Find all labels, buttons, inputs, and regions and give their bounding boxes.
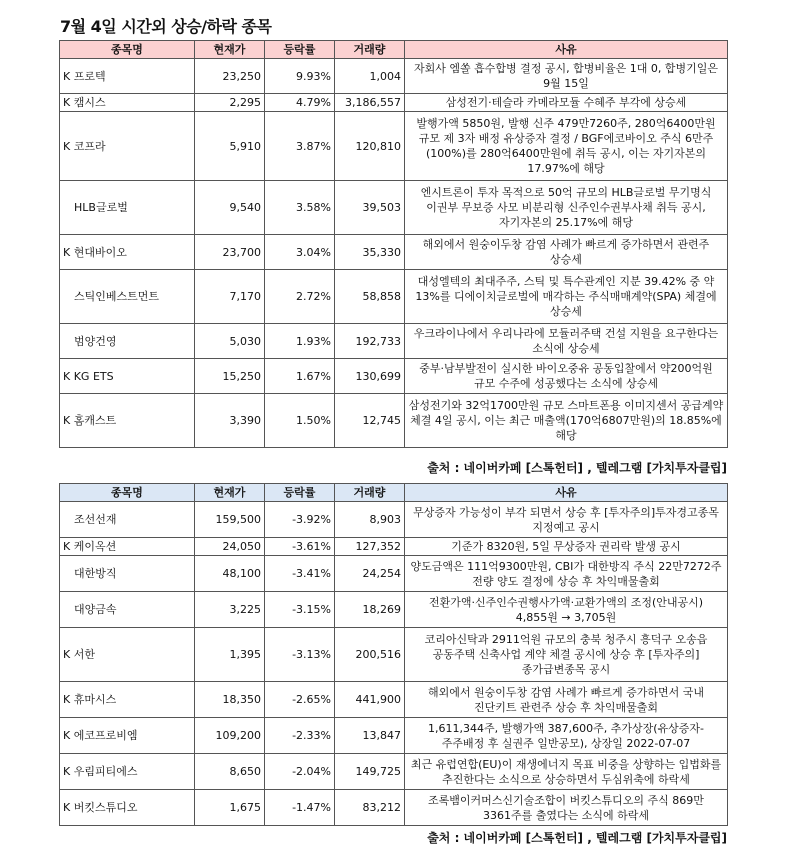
reason-text: 해외에서 원숭이두창 감염 사례가 빠르게 증가하면서 관련주 상승세 [405, 235, 728, 270]
current-price: 3,225 [195, 592, 265, 628]
table-row [60, 754, 728, 790]
reason-text: 엔시트론이 투자 목적으로 50억 규모의 HLB글로벌 무기명식 이권부 무보증 사모 비분리형 신주인수권부사채 취득 공시, 자기자본의 25.17%에 해당 [405, 181, 728, 235]
table-row [60, 59, 728, 94]
trade-volume: 83,212 [335, 790, 405, 826]
current-price: 1,675 [195, 790, 265, 826]
rising-table-body [60, 59, 728, 448]
table-row [60, 270, 728, 324]
table-header-row [60, 484, 728, 502]
trade-volume: 200,516 [335, 628, 405, 682]
reason-text: 우크라이나에서 우리나라에 모듈러주택 건설 지원을 요구한다는 소식에 상승세 [405, 324, 728, 359]
reason-text: 발행가액 5850원, 발행 신주 479만7260주, 280억6400만원 규모 제 3자 배정 유상증자 결정 / BGF에코바이오 주식 6만주(100%)를 280억6400만원에 취득 공시, 이는 자기자본의 17.97%에 해당 [405, 112, 728, 181]
stock-name: K 우림피티에스 [60, 754, 195, 790]
stock-name: K 에코프로비엠 [60, 718, 195, 754]
change-rate: -2.04% [265, 754, 335, 790]
header-price: 현재가 [195, 484, 265, 502]
trade-volume: 8,903 [335, 502, 405, 538]
reason-text: 삼성전기·테슬라 카메라모듈 수혜주 부각에 상승세 [405, 94, 728, 112]
stock-name: K 버킷스튜디오 [60, 790, 195, 826]
stock-name: K 캠시스 [60, 94, 195, 112]
header-volume: 거래량 [335, 484, 405, 502]
current-price: 109,200 [195, 718, 265, 754]
reason-text: 1,611,344주, 발행가액 387,600주, 추가상장(유상증자-주주배정 후 실권주 일반공모), 상장일 2022-07-07 [405, 718, 728, 754]
trade-volume: 192,733 [335, 324, 405, 359]
change-rate: -3.92% [265, 502, 335, 538]
table-row [60, 94, 728, 112]
current-price: 48,100 [195, 556, 265, 592]
header-rate: 등락률 [265, 41, 335, 59]
current-price: 7,170 [195, 270, 265, 324]
trade-volume: 3,186,557 [335, 94, 405, 112]
reason-text: 대성엘텍의 최대주주, 스틱 및 특수관계인 지분 39.42% 중 약 13%를 디에이치글로벌에 매각하는 주식매매계약(SPA) 체결에 상승세 [405, 270, 728, 324]
current-price: 1,395 [195, 628, 265, 682]
table-row [60, 538, 728, 556]
trade-volume: 39,503 [335, 181, 405, 235]
source-credit: 출처 : 네이버카페 [스톡헌터] , 텔레그램 [가치투자클립] [427, 831, 727, 845]
page-title: 7월 4일 시간외 상승/하락 종목 [60, 17, 272, 36]
trade-volume: 13,847 [335, 718, 405, 754]
trade-volume: 58,858 [335, 270, 405, 324]
header-volume: 거래량 [335, 41, 405, 59]
table-row [60, 790, 728, 826]
table-row [60, 181, 728, 235]
header-reason: 사유 [405, 484, 728, 502]
trade-volume: 35,330 [335, 235, 405, 270]
header-reason: 사유 [405, 41, 728, 59]
current-price: 8,650 [195, 754, 265, 790]
table-row [60, 682, 728, 718]
source-credit: 출처 : 네이버카페 [스톡헌터] , 텔레그램 [가치투자클립] [427, 461, 727, 475]
stock-name: HLB글로벌 [60, 181, 195, 235]
table-row [60, 112, 728, 181]
change-rate: -2.65% [265, 682, 335, 718]
trade-volume: 127,352 [335, 538, 405, 556]
stock-name: 대한방직 [60, 556, 195, 592]
reason-text: 기준가 8320원, 5일 무상증자 권리락 발생 공시 [405, 538, 728, 556]
table-row [60, 359, 728, 394]
trade-volume: 1,004 [335, 59, 405, 94]
table-row [60, 235, 728, 270]
reason-text: 자회사 엠쏠 흡수합병 결정 공시, 합병비율은 1대 0, 합병기일은 9월 15일 [405, 59, 728, 94]
stock-name: 스틱인베스트먼트 [60, 270, 195, 324]
reason-text: 코리아신탁과 2911억원 규모의 충북 청주시 흥덕구 오송읍 공동주택 신축사업 계약 체결 공시에 상승 후 [투자주의]종가급변종목 공시 [405, 628, 728, 682]
stock-name: K 홈캐스트 [60, 394, 195, 448]
trade-volume: 18,269 [335, 592, 405, 628]
header-price: 현재가 [195, 41, 265, 59]
header-name: 종목명 [60, 41, 195, 59]
change-rate: -3.61% [265, 538, 335, 556]
stock-name: K 케이옥션 [60, 538, 195, 556]
rising-stocks-table [59, 40, 728, 448]
table-row [60, 502, 728, 538]
current-price: 5,910 [195, 112, 265, 181]
reason-text: 최근 유럽연합(EU)이 재생에너지 목표 비중을 상향하는 입법화를 추진한다는 소식으로 상승하면서 두심위축에 하락세 [405, 754, 728, 790]
change-rate: 1.50% [265, 394, 335, 448]
reason-text: 조록뱀이커머스신기술조합이 버킷스튜디오의 주식 869만 3361주를 출였다는 소식에 하락세 [405, 790, 728, 826]
falling-table-body [60, 502, 728, 826]
current-price: 9,540 [195, 181, 265, 235]
change-rate: 1.67% [265, 359, 335, 394]
current-price: 159,500 [195, 502, 265, 538]
stock-name: K 휴마시스 [60, 682, 195, 718]
change-rate: -2.33% [265, 718, 335, 754]
current-price: 15,250 [195, 359, 265, 394]
change-rate: 3.58% [265, 181, 335, 235]
current-price: 23,250 [195, 59, 265, 94]
stock-name: K 프로텍 [60, 59, 195, 94]
current-price: 3,390 [195, 394, 265, 448]
stock-name: K 코프라 [60, 112, 195, 181]
stock-name: K KG ETS [60, 359, 195, 394]
reason-text: 양도금액은 111억9300만원, CBI가 대한방직 주식 22만7272주 전량 양도 결정에 상승 후 차익매물출회 [405, 556, 728, 592]
table-row [60, 592, 728, 628]
current-price: 2,295 [195, 94, 265, 112]
table-row [60, 394, 728, 448]
trade-volume: 441,900 [335, 682, 405, 718]
header-name: 종목명 [60, 484, 195, 502]
stock-name: 조선선재 [60, 502, 195, 538]
change-rate: -3.41% [265, 556, 335, 592]
change-rate: -3.15% [265, 592, 335, 628]
current-price: 23,700 [195, 235, 265, 270]
trade-volume: 149,725 [335, 754, 405, 790]
change-rate: -1.47% [265, 790, 335, 826]
trade-volume: 120,810 [335, 112, 405, 181]
reason-text: 중부·남부발전이 실시한 바이오중유 공동입찰에서 약200억원 규모 수주에 성공했다는 소식에 상승세 [405, 359, 728, 394]
change-rate: 3.04% [265, 235, 335, 270]
reason-text: 무상증자 가능성이 부각 되면서 상승 후 [투자주의]투자경고종목 지정예고 공시 [405, 502, 728, 538]
change-rate: 4.79% [265, 94, 335, 112]
table-row [60, 324, 728, 359]
stock-name: 범양건영 [60, 324, 195, 359]
table-row [60, 628, 728, 682]
stock-name: 대양금속 [60, 592, 195, 628]
table-row [60, 556, 728, 592]
stock-name: K 서한 [60, 628, 195, 682]
current-price: 24,050 [195, 538, 265, 556]
stock-name: K 현대바이오 [60, 235, 195, 270]
header-rate: 등락률 [265, 484, 335, 502]
current-price: 18,350 [195, 682, 265, 718]
table-row [60, 718, 728, 754]
trade-volume: 130,699 [335, 359, 405, 394]
reason-text: 전환가액·신주인수권행사가액·교환가액의 조정(안내공시) 4,855원 → 3,705원 [405, 592, 728, 628]
trade-volume: 12,745 [335, 394, 405, 448]
reason-text: 삼성전기와 32억1700만원 규모 스마트폰용 이미지센서 공급계약 체결 4일 공시, 이는 최근 매출액(170억6807만원)의 18.85%에 해당 [405, 394, 728, 448]
current-price: 5,030 [195, 324, 265, 359]
falling-stocks-table [59, 483, 728, 826]
change-rate: 9.93% [265, 59, 335, 94]
reason-text: 해외에서 원숭이두창 감염 사례가 빠르게 증가하면서 국내 진단키트 관련주 상승 후 차익매물출회 [405, 682, 728, 718]
trade-volume: 24,254 [335, 556, 405, 592]
table-header-row [60, 41, 728, 59]
change-rate: -3.13% [265, 628, 335, 682]
change-rate: 3.87% [265, 112, 335, 181]
change-rate: 1.93% [265, 324, 335, 359]
change-rate: 2.72% [265, 270, 335, 324]
